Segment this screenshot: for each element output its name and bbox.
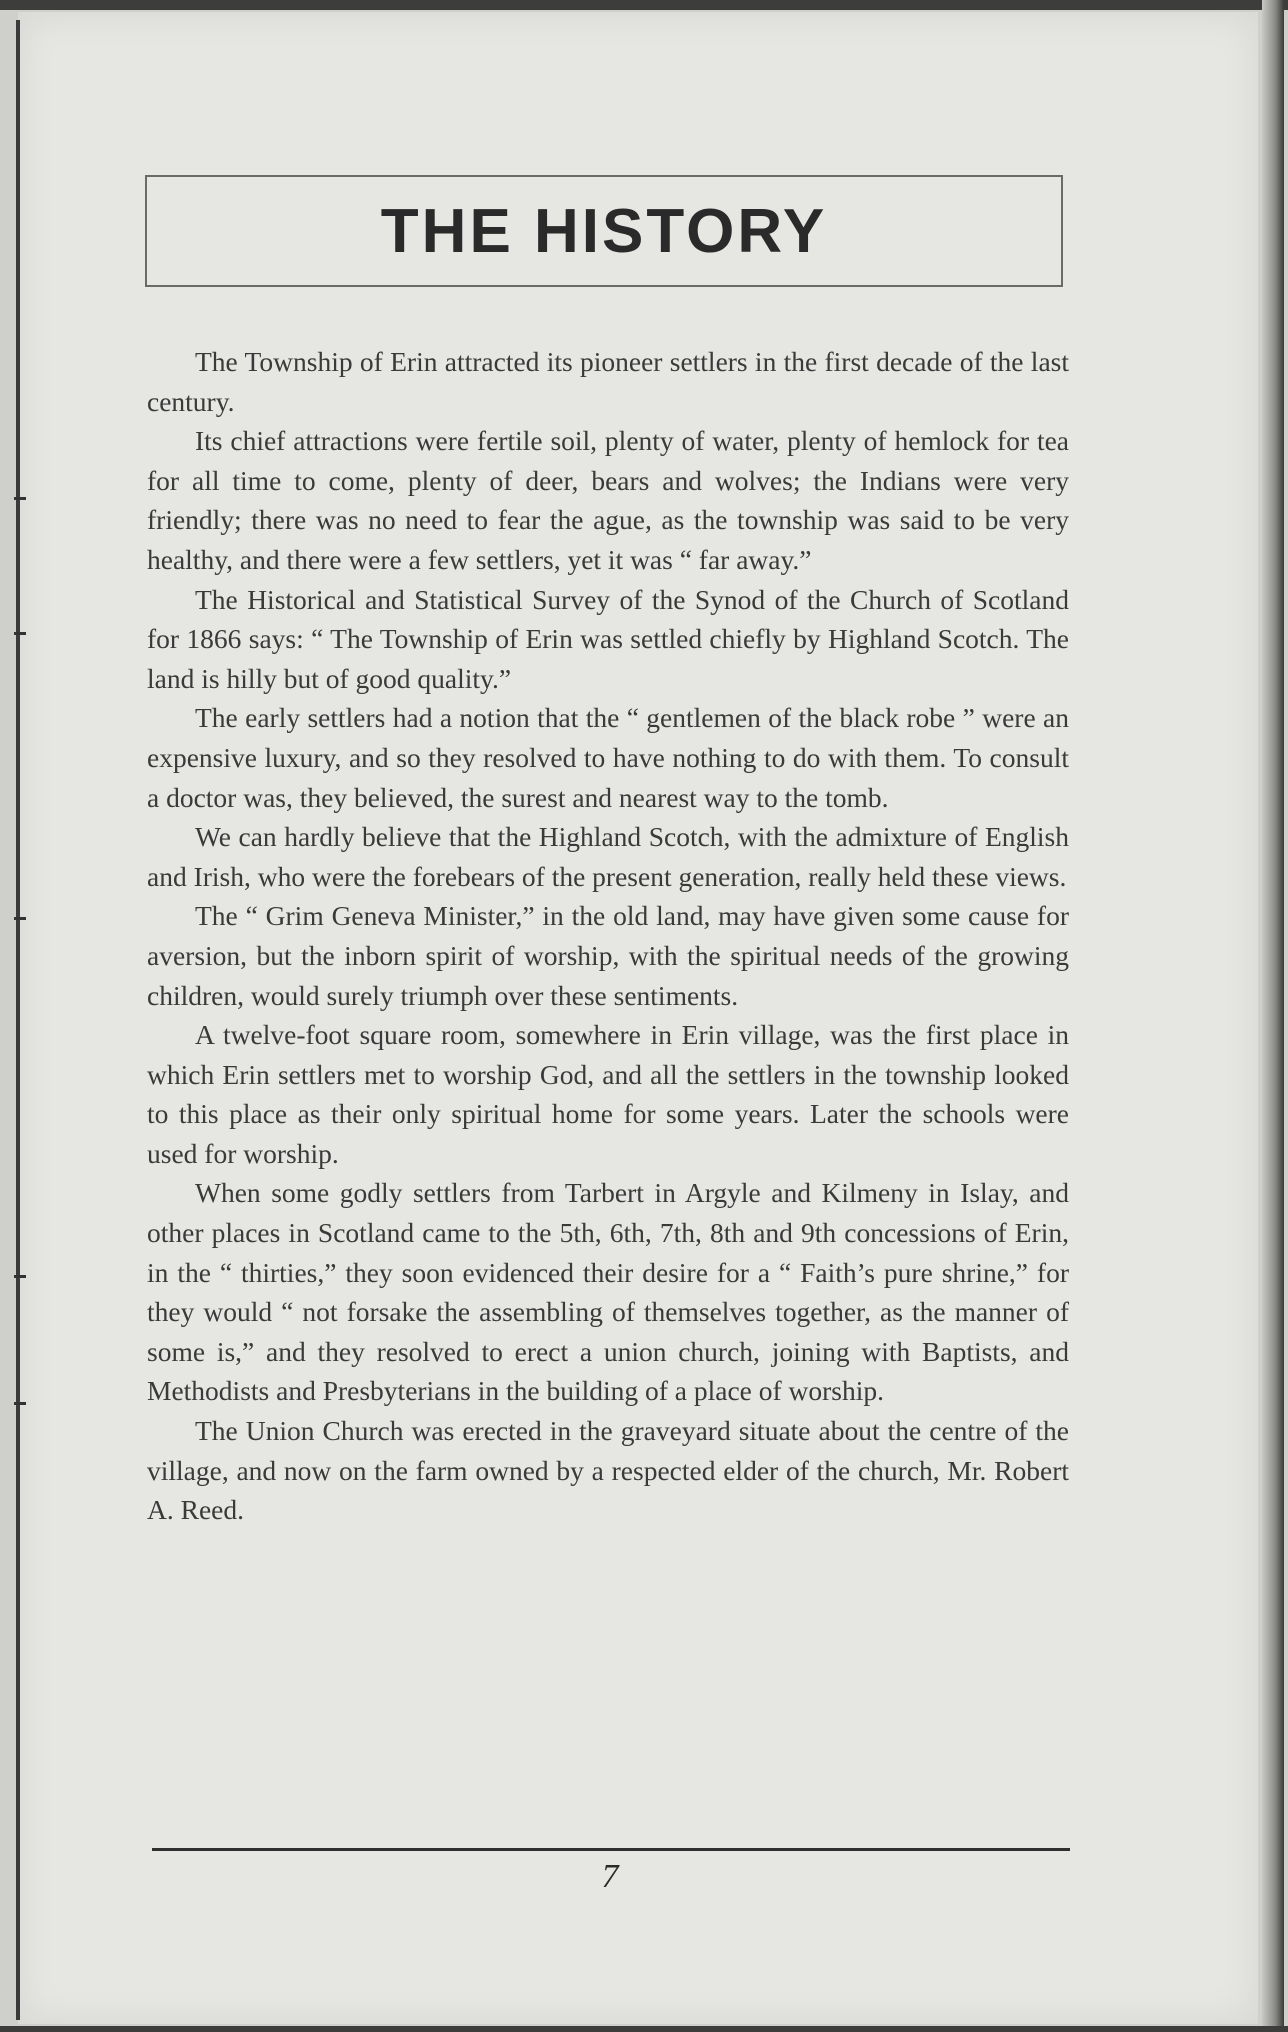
- paragraph: The early settlers had a notion that the “ gentlemen of the black robe ” were an expensive luxury, and so they resolved to have nothing to do with them. To consult a doctor was, they believed, the surest and nearest way to the tomb.: [147, 702, 1069, 813]
- paragraph: The Union Church was erected in the graveyard situate about the centre of the village, and now on the farm owned by a respected elder of the church, Mr. Robert A. Reed.: [147, 1415, 1069, 1526]
- footer-rule: [152, 1848, 1070, 1851]
- page-right-edge: [1262, 0, 1284, 2032]
- paragraph: We can hardly believe that the Highland Scotch, with the admixture of English and Irish, who were the forebears of the present generation, really held these views.: [147, 821, 1069, 892]
- paragraph: Its chief attractions were fertile soil, plenty of water, plenty of hemlock for tea for all time to come, plenty of deer, bears and wolves; the Indians were very friendly; there was no need to fear the ague, as the township was said to be very healthy, and there were a few settlers, yet it was “ far away.”: [147, 425, 1069, 575]
- paragraph: When some godly settlers from Tarbert in Argyle and Kilmeny in Islay, and other places in Scotland came to the 5th, 6th, 7th, 8th and 9th concessions of Erin, in the “ thirties,” they soon evidenced their desire for a “ Faith’s pure shrine,” for they would “ not forsake the assembling of themselves together, as the manner of some is,” and they resolved to erect a union church, joining with Baptists, and Methodists and Presbyterians in the building of a place of worship.: [147, 1177, 1069, 1407]
- paragraph: The “ Grim Geneva Minister,” in the old land, may have given some cause for aversion, but the inborn spirit of worship, with the spiritual needs of the growing children, would surely triumph over these sentiments.: [147, 900, 1069, 1011]
- binding-mark: [14, 917, 26, 920]
- title-box: [145, 175, 1063, 287]
- binding-mark: [14, 1275, 26, 1278]
- paragraph: The Township of Erin attracted its pioneer settlers in the first decade of the last century.: [147, 346, 1069, 417]
- binding-mark: [14, 1402, 26, 1405]
- body-text: [147, 342, 1069, 1530]
- page-top-edge: [0, 0, 1288, 10]
- page-title: THE HISTORY: [380, 196, 828, 266]
- binding-mark: [14, 497, 26, 500]
- binding-mark: [14, 632, 26, 635]
- paragraph: The Historical and Statistical Survey of the Synod of the Church of Scotland for 1866 says: “ The Township of Erin was settled chiefly by Highland Scotch. The land is hilly but of good quality.”: [147, 583, 1069, 694]
- page-bottom-edge: [0, 2026, 1288, 2032]
- page-number: 7: [601, 1858, 619, 1895]
- binding-edge: [16, 20, 20, 2020]
- paragraph: A twelve-foot square room, somewhere in Erin village, was the first place in which Erin settlers met to worship God, and all the settlers in the township looked to this place as their only spiritual home for some years. Later the schools were used for worship.: [147, 1019, 1069, 1169]
